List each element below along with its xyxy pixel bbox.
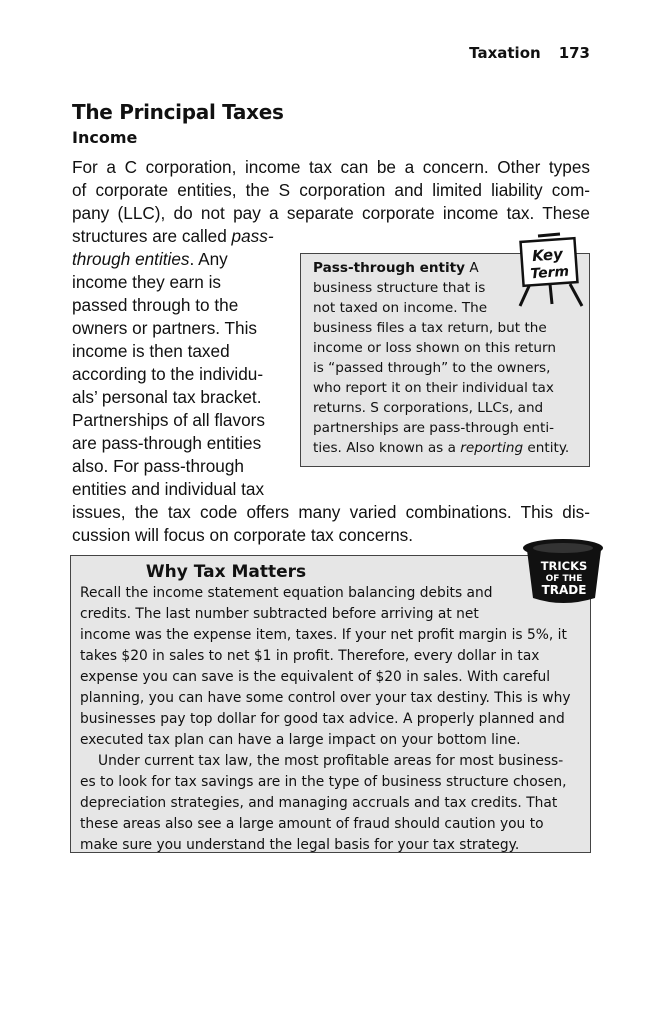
key-term-line: business files a tax return, but the (313, 320, 547, 336)
body-line: Partnerships of all flavors (72, 410, 265, 430)
tricks-line: takes $20 in sales to net $1 in profit. Therefore, every dollar in tax (80, 648, 540, 664)
tricks-line: these areas also see a large amount of fraud should caution you to (80, 816, 544, 832)
hat-label: OF THE (545, 574, 583, 584)
body-line: pany (LLC), do not pay a separate corporate income tax. These (72, 203, 590, 223)
running-head (469, 44, 590, 62)
key-term-line: ties. Also known as a reporting entity. (313, 440, 570, 456)
body-line: of corporate entities, the S corporation and limited liability com- (72, 180, 590, 200)
tricks-line: es to look for tax savings are in the type of business structure chosen, (80, 774, 567, 790)
tricks-line: executed tax plan can have a large impact on your bottom line. (80, 732, 521, 748)
tricks-line: make sure you understand the legal basis for your tax strategy. (80, 837, 520, 853)
body-line (72, 249, 228, 270)
body-text: structures are called (72, 226, 227, 246)
body-line: issues, the tax code offers many varied combinations. This dis- (72, 502, 590, 522)
page-subheading: Income (72, 128, 138, 147)
key-term-line: partnerships are pass-through enti- (313, 420, 555, 436)
tricks-line: planning, you can have some control over your tax destiny. This is why (80, 690, 571, 706)
body-line: cussion will focus on corporate tax concerns. (72, 525, 414, 545)
key-term-line: not taxed on income. The (313, 300, 488, 316)
key-term-line: income or loss shown on this return (313, 340, 556, 356)
key-term-line: who report it on their individual tax (313, 380, 554, 396)
hat-label: TRADE (541, 583, 587, 597)
hat-label: TRICKS (540, 559, 588, 573)
key-term-line: Pass-through entity A (313, 260, 479, 276)
body-line: income they earn is (72, 272, 222, 292)
page-number: 173 (558, 44, 590, 62)
body-line (72, 226, 274, 247)
key-term-line: returns. S corporations, LLCs, and (313, 400, 544, 416)
tricks-line: income was the expense item, taxes. If your net profit margin is 5%, it (80, 627, 567, 643)
italic-term: pass- (231, 226, 274, 246)
body-line: For a C corporation, income tax can be a concern. Other types (72, 157, 590, 177)
tricks-title: Why Tax Matters (145, 562, 307, 582)
body-line: income is then taxed (72, 341, 230, 361)
italic-term: through entities (72, 249, 190, 269)
key-term-line: business structure that is (313, 280, 486, 296)
top-hat-icon (519, 536, 609, 608)
key-term-icon (508, 228, 588, 308)
body-line: als’ personal tax bracket. (72, 387, 262, 407)
tricks-line: Under current tax law, the most profitable areas for most business- (98, 753, 564, 769)
key-term-line: is “passed through” to the owners, (313, 360, 551, 376)
tricks-line: depreciation strategies, and managing accruals and tax credits. That (80, 795, 558, 811)
body-text: . Any (189, 249, 228, 269)
body-line: are pass-through entities (72, 433, 262, 453)
key-term-icon-label: Key (531, 245, 564, 266)
tricks-line: businesses pay top dollar for good tax advice. A properly planned and (80, 711, 565, 727)
tricks-line: expense you can save is the equivalent of $20 in sales. With careful (80, 669, 551, 685)
body-line: passed through to the (72, 295, 239, 315)
tricks-line: Recall the income statement equation balancing debits and (80, 585, 493, 601)
section-title: Taxation (469, 44, 541, 62)
key-term-icon-label: Term (529, 263, 570, 283)
tricks-line: credits. The last number subtracted before arriving at net (80, 606, 479, 622)
body-line: according to the individu- (72, 364, 264, 384)
body-line: entities and individual tax (72, 479, 265, 499)
page-heading: The Principal Taxes (72, 100, 284, 124)
body-line: also. For pass-through (72, 456, 244, 476)
tricks-of-the-trade-box (70, 555, 591, 853)
key-term-word: Pass-through entity (313, 260, 466, 276)
body-line: owners or partners. This (72, 318, 258, 338)
